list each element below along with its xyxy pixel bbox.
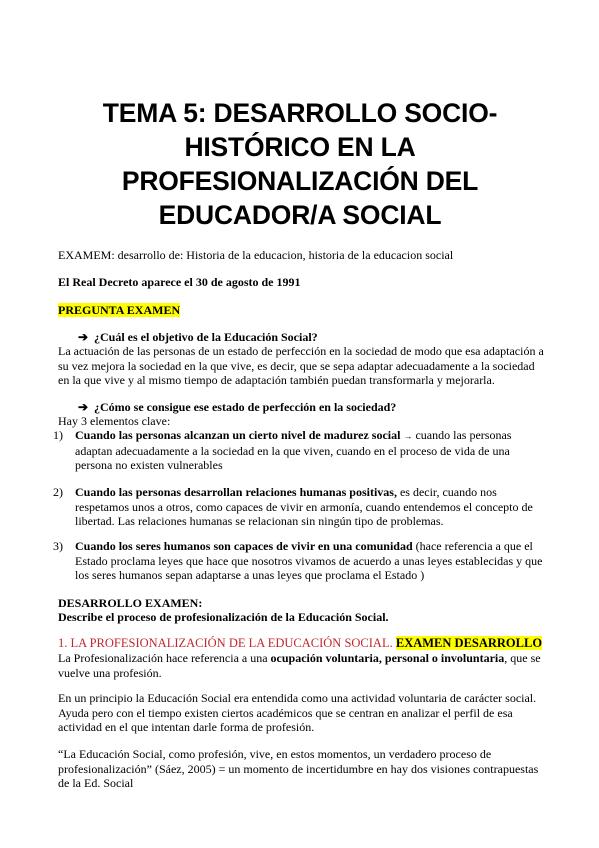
list-item-text: es decir, cuando nos respetamos unos a otros, como capaces de vivir en armonía, cuando entendemos el concepto de libertad. Las relaciones humanas se relacionan sin ningún tipo de problemas. [75, 485, 533, 528]
title-line: EDUCADOR/A SOCIAL [158, 200, 442, 230]
section-heading-text: 1. LA PROFESIONALIZACIÓN DE LA EDUCACIÓN SOCIAL. [58, 636, 393, 650]
list-item-bold: Cuando las personas alcanzan un cierto nivel de madurez social [75, 428, 401, 442]
desarrollo-label: DESARROLLO EXAMEN: [58, 596, 203, 610]
question-1-text: ¿Cuál es el objetivo de la Educación Social? [94, 330, 318, 344]
paragraph-text: La Profesionalización hace referencia a una [58, 651, 271, 665]
list-item-bold: Cuando los seres humanos son capaces de vivir en una comunidad [75, 539, 413, 553]
title-line: PROFESIONALIZACIÓN DEL [121, 166, 479, 196]
desarrollo-text: Describe el proceso de profesionalización de la Educación Social. [58, 610, 389, 624]
paragraph [58, 651, 548, 680]
arrow-right-icon: → [403, 431, 413, 441]
section-heading [58, 636, 558, 651]
paragraph-text: , que se vuelve una profesión. [58, 651, 541, 680]
question-2-text: ¿Cómo se consigue ese estado de perfección en la sociedad? [94, 400, 397, 414]
list-item-text: cuando las personas adaptan adecuadamente a la sociedad en la que viven, cuando en el proceso de vida de una persona no existen vulnerables [75, 428, 512, 472]
arrow-right-icon: ➔ [77, 400, 88, 414]
pregunta-examen-label: PREGUNTA EXAMEN [58, 303, 181, 317]
list-item [53, 485, 545, 529]
real-decreto-note: El Real Decreto aparece el 30 de agosto de 1991 [58, 275, 301, 289]
title-line: HISTÓRICO EN LA [184, 132, 416, 162]
paragraph-bold: ocupación voluntaria, personal o involuntaria [270, 651, 505, 665]
answer-1: La actuación de las personas de un estado de perfección en la sociedad de modo que esa adaptación a su vez mejora la sociedad en la que vive, es decir, que se sepa adaptar adecuadamente a la sociedad en la que vive y al mismo tiempo de adaptación también puedan transformarla y mejorarla. [58, 344, 544, 387]
list-number: 2) [53, 485, 63, 499]
answer-2-intro: Hay 3 elementos clave: [58, 414, 171, 428]
arrow-right-icon: ➔ [77, 330, 88, 344]
exam-note: EXAMEM: desarrollo de: Historia de la educacion, historia de la educacion social [58, 248, 454, 262]
list-item [53, 539, 545, 583]
question-2 [58, 400, 558, 415]
list-number: 1) [53, 428, 63, 442]
paragraph: “La Educación Social, como profesión, vive, en estos momentos, un verdadero proceso de profesionalización” (Sáez, 2005) = un momento de incertidumbre en hay dos visiones contrapuestas de la Ed. Social [58, 747, 539, 790]
list-item-bold: Cuando las personas desarrollan relaciones humanas positivas, [75, 485, 397, 499]
paragraph: En un principio la Educación Social era entendida como una actividad voluntaria de carácter social. Ayuda pero con el tiempo existen ciertos académicos que se centran en analizar el perfil de esa actividad en el que intentan darle forma de profesión. [58, 691, 537, 734]
page-title [30, 96, 570, 232]
title-line: TEMA 5: DESARROLLO SOCIO- [102, 98, 498, 128]
examen-desarrollo-tag: EXAMEN DESARROLLO [395, 636, 543, 650]
list-number: 3) [53, 539, 63, 553]
list-item-text: (hace referencia a que el Estado proclama leyes que hace que nosotros vivamos de acuerdo a unas leyes establecidas y que los seres humanos sepan adaptarse a unas leyes que proclama el Estado ) [75, 539, 543, 582]
list-item [53, 428, 545, 473]
question-1 [58, 330, 558, 345]
